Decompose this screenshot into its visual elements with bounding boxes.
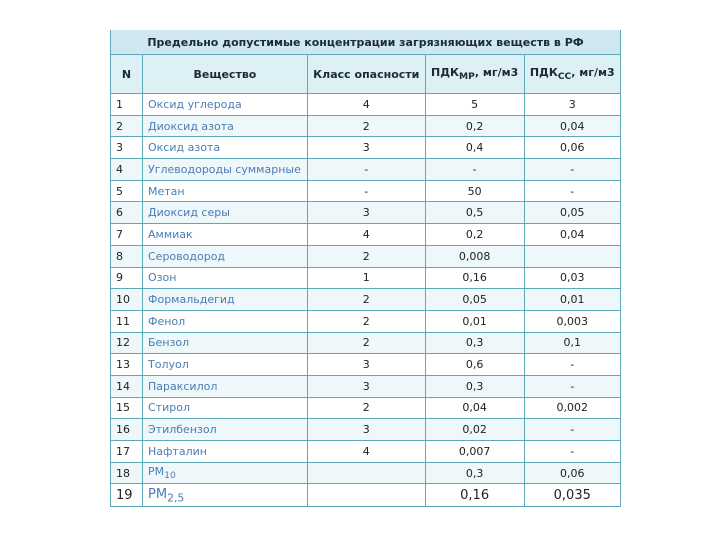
cell-class: 1 <box>307 267 425 289</box>
cell-n: 15 <box>111 397 143 419</box>
table-row <box>111 484 621 507</box>
cell-n: 10 <box>111 289 143 311</box>
table-row <box>111 462 621 484</box>
header-pdk-mr <box>425 55 524 94</box>
table-row <box>111 137 621 159</box>
cell-pdk-mr: 0,3 <box>425 462 524 484</box>
cell-pdk-cc: 0,002 <box>524 397 620 419</box>
cell-substance: Сероводород <box>143 245 308 267</box>
cell-substance <box>143 462 308 484</box>
cell-class: 4 <box>307 94 425 116</box>
table-title: Предельно допустимые концентрации загрязняющих веществ в РФ <box>111 30 621 55</box>
table-row <box>111 224 621 246</box>
table-row <box>111 267 621 289</box>
table-row <box>111 332 621 354</box>
pdk-mr-unit: , мг/м3 <box>474 65 519 79</box>
cell-pdk-cc: - <box>524 375 620 397</box>
cell-pdk-cc: 0,01 <box>524 289 620 311</box>
cell-pdk-cc: 0,1 <box>524 332 620 354</box>
cell-pdk-mr: 50 <box>425 180 524 202</box>
cell-n: 13 <box>111 354 143 376</box>
cell-pdk-cc: 0,05 <box>524 202 620 224</box>
cell-pdk-cc: 0,03 <box>524 267 620 289</box>
cell-substance: Параксилол <box>143 375 308 397</box>
cell-class <box>307 462 425 484</box>
cell-substance: Нафталин <box>143 441 308 463</box>
table-row <box>111 354 621 376</box>
pm-label: PM <box>148 486 168 502</box>
cell-substance: Озон <box>143 267 308 289</box>
cell-n: 4 <box>111 159 143 181</box>
cell-class <box>307 484 425 507</box>
cell-class: 2 <box>307 310 425 332</box>
cell-n: 6 <box>111 202 143 224</box>
cell-pdk-mr: 0,6 <box>425 354 524 376</box>
cell-pdk-mr: 0,007 <box>425 441 524 463</box>
cell-pdk-cc: 0,06 <box>524 137 620 159</box>
table-row <box>111 289 621 311</box>
cell-substance: Оксид азота <box>143 137 308 159</box>
cell-class: 2 <box>307 289 425 311</box>
cell-class: - <box>307 159 425 181</box>
cell-substance: Углеводороды суммарные <box>143 159 308 181</box>
cell-pdk-mr: 0,4 <box>425 137 524 159</box>
cell-pdk-mr: 0,5 <box>425 202 524 224</box>
pm-sub: 10 <box>164 470 176 482</box>
cell-pdk-mr: 0,3 <box>425 375 524 397</box>
cell-substance <box>143 484 308 507</box>
pdk-cc-unit: , мг/м3 <box>571 65 615 79</box>
pdk-table <box>110 30 621 507</box>
cell-pdk-mr: 0,16 <box>425 484 524 507</box>
cell-pdk-cc: 0,035 <box>524 484 620 507</box>
cell-substance: Метан <box>143 180 308 202</box>
cell-pdk-cc: 0,06 <box>524 462 620 484</box>
pdk-mr-label: ПДК <box>431 65 459 79</box>
cell-n: 12 <box>111 332 143 354</box>
pm-label: PM <box>148 464 165 478</box>
cell-class: 3 <box>307 202 425 224</box>
cell-class: 3 <box>307 419 425 441</box>
cell-class: 2 <box>307 245 425 267</box>
cell-class: 4 <box>307 441 425 463</box>
cell-class: 3 <box>307 137 425 159</box>
cell-substance: Стирол <box>143 397 308 419</box>
cell-pdk-cc: 0,04 <box>524 224 620 246</box>
cell-pdk-mr: 0,16 <box>425 267 524 289</box>
cell-class: - <box>307 180 425 202</box>
cell-pdk-cc: - <box>524 419 620 441</box>
table-row <box>111 310 621 332</box>
cell-pdk-mr: 0,01 <box>425 310 524 332</box>
cell-n: 14 <box>111 375 143 397</box>
header-pdk-cc <box>524 55 620 94</box>
cell-substance: Диоксид серы <box>143 202 308 224</box>
table-row <box>111 419 621 441</box>
cell-substance: Толуол <box>143 354 308 376</box>
table-row <box>111 441 621 463</box>
cell-n: 5 <box>111 180 143 202</box>
cell-n: 19 <box>111 484 143 507</box>
cell-class: 2 <box>307 115 425 137</box>
cell-pdk-mr: - <box>425 159 524 181</box>
header-substance: Вещество <box>143 55 308 94</box>
cell-pdk-cc: - <box>524 180 620 202</box>
table-row <box>111 202 621 224</box>
pdk-cc-sub: СС <box>557 71 572 83</box>
cell-pdk-mr: 0,2 <box>425 224 524 246</box>
cell-n: 7 <box>111 224 143 246</box>
cell-pdk-mr: 0,2 <box>425 115 524 137</box>
header-n: N <box>111 55 143 94</box>
cell-class: 2 <box>307 397 425 419</box>
cell-pdk-mr: 0,3 <box>425 332 524 354</box>
cell-pdk-mr: 0,02 <box>425 419 524 441</box>
table-row <box>111 375 621 397</box>
table-row <box>111 397 621 419</box>
cell-n: 16 <box>111 419 143 441</box>
pm-sub: 2,5 <box>167 491 185 505</box>
cell-pdk-cc: - <box>524 354 620 376</box>
cell-n: 11 <box>111 310 143 332</box>
cell-n: 2 <box>111 115 143 137</box>
cell-class: 4 <box>307 224 425 246</box>
cell-n: 3 <box>111 137 143 159</box>
cell-n: 9 <box>111 267 143 289</box>
cell-substance: Формальдегид <box>143 289 308 311</box>
pdk-mr-sub: МР <box>459 71 475 83</box>
cell-n: 17 <box>111 441 143 463</box>
cell-class: 3 <box>307 354 425 376</box>
cell-pdk-mr: 0,05 <box>425 289 524 311</box>
cell-n: 1 <box>111 94 143 116</box>
cell-pdk-cc <box>524 245 620 267</box>
cell-substance: Фенол <box>143 310 308 332</box>
cell-substance: Оксид углерода <box>143 94 308 116</box>
cell-substance: Аммиак <box>143 224 308 246</box>
table-row <box>111 245 621 267</box>
cell-pdk-cc: 0,003 <box>524 310 620 332</box>
table-row <box>111 94 621 116</box>
table-row <box>111 180 621 202</box>
cell-pdk-cc: 0,04 <box>524 115 620 137</box>
table-row <box>111 159 621 181</box>
pdk-cc-label: ПДК <box>529 65 558 79</box>
cell-n: 18 <box>111 462 143 484</box>
cell-pdk-cc: - <box>524 441 620 463</box>
table-row <box>111 115 621 137</box>
cell-pdk-mr: 0,008 <box>425 245 524 267</box>
cell-substance: Диоксид азота <box>143 115 308 137</box>
cell-pdk-mr: 5 <box>425 94 524 116</box>
cell-substance: Этилбензол <box>143 419 308 441</box>
header-class: Класс опасности <box>307 55 425 94</box>
cell-pdk-cc: - <box>524 159 620 181</box>
cell-class: 3 <box>307 375 425 397</box>
cell-class: 2 <box>307 332 425 354</box>
cell-substance: Бензол <box>143 332 308 354</box>
cell-n: 8 <box>111 245 143 267</box>
cell-pdk-mr: 0,04 <box>425 397 524 419</box>
cell-pdk-cc: 3 <box>524 94 620 116</box>
